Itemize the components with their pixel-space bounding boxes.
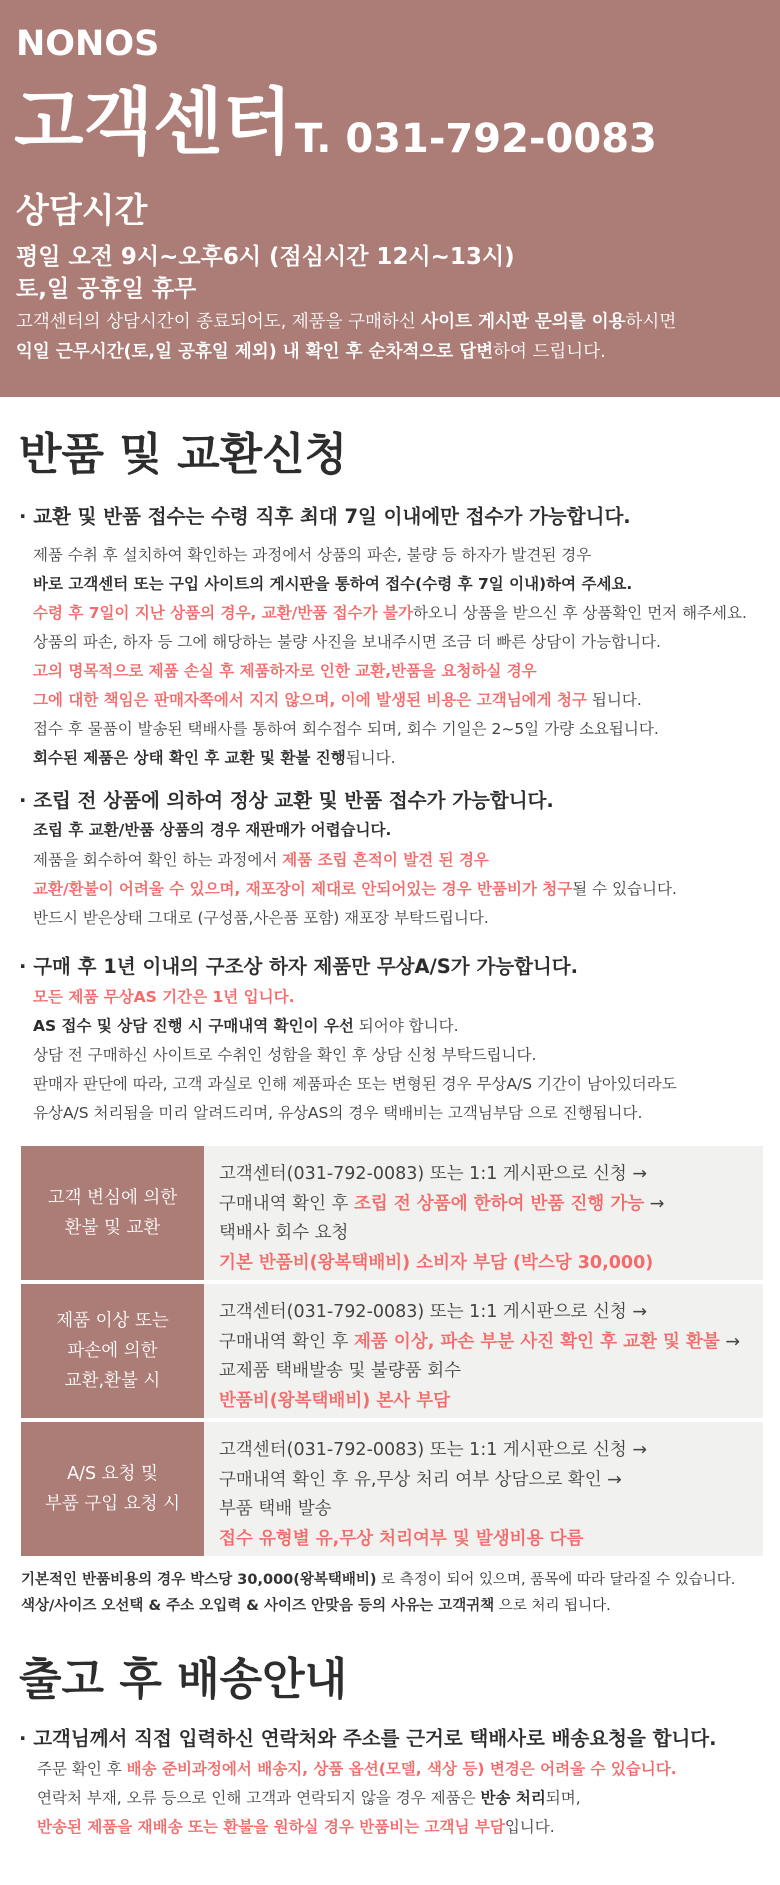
returns-b2-line: 제품을 회수하여 확인 하는 과정에서 제품 조립 흔적이 발견 된 경우 (33, 851, 489, 869)
row-content (219, 1298, 740, 1416)
row-label (21, 1422, 204, 1556)
returns-b3-line: AS 접수 및 상담 진행 시 구매내역 확인이 우선 되어야 합니다. (33, 1017, 459, 1035)
brand-logo: NONOS (16, 24, 160, 64)
returns-b1-line: 바로 고객센터 또는 구입 사이트의 게시판을 통하여 접수(수령 후 7일 이내)하여 주세요. (33, 575, 633, 593)
row-content-line: 기본 반품비(왕복택배비) 소비자 부담 (박스당 30,000) (219, 1252, 654, 1273)
row-content-line: 반품비(왕복택배비) 본사 부담 (219, 1390, 451, 1411)
row-content (219, 1436, 647, 1554)
row-content-line: 교제품 택배발송 및 불량품 회수 (219, 1361, 462, 1381)
customer-center-header (0, 0, 780, 397)
returns-b1-line: 고의 명목적으로 제품 손실 후 제품하자로 인한 교환,반품을 요청하실 경우 (33, 662, 537, 680)
returns-b2-line: 반드시 받은상태 그대로 (구성품,사은품 포함) 재포장 부탁드립니다. (33, 909, 489, 927)
returns-section-title: 반품 및 교환신청 (19, 429, 348, 480)
row-content-line: 접수 유형별 유,무상 처리여부 및 발생비용 다름 (219, 1528, 584, 1549)
returns-b2-line: 조립 후 교환/반품 상품의 경우 재판매가 어렵습니다. (33, 821, 392, 839)
row-label-line: 교환,환불 시 (64, 1371, 161, 1391)
row-content-line: 부품 택배 발송 (219, 1499, 332, 1519)
table-row (21, 1284, 763, 1418)
row-label (21, 1284, 204, 1418)
row-content-line: 고객센터(031-792-0083) 또는 1:1 게시판으로 신청 → (219, 1164, 648, 1184)
after-hours-note-1: 고객센터의 상담시간이 종료되어도, 제품을 구매하신 사이트 게시판 문의를 이용하시면 (16, 312, 677, 332)
returns-b3-line: 유상A/S 처리됨을 미리 알려드리며, 유상AS의 경우 택배비는 고객님부담 으로 진행됩니다. (33, 1104, 643, 1122)
page-title: 고객센터 (14, 80, 293, 164)
weekday-hours: 평일 오전 9시~오후6시 (점심시간 12시~13시) (16, 244, 515, 270)
returns-b2-line: 교환/환불이 어려울 수 있으며, 재포장이 제대로 안되어있는 경우 반품비가 청구될 수 있습니다. (33, 880, 677, 898)
shipping-line: 반송된 제품을 재배송 또는 환불을 원하실 경우 반품비는 고객님 부담입니다. (37, 1818, 555, 1836)
returns-b1-line: 회수된 제품은 상태 확인 후 교환 및 환불 진행됩니다. (33, 749, 396, 767)
returns-b1-line: 접수 후 물품이 발송된 택배사를 통하여 회수접수 되며, 회수 기일은 2~5일 가량 소요됩니다. (33, 720, 659, 738)
shipping-bullet: · 고객님께서 직접 입력하신 연락처와 주소를 근거로 택배사로 배송요청을 합니다. (19, 1727, 717, 1750)
row-label-line: 파손에 의한 (67, 1341, 158, 1361)
returns-b1-line: 상품의 파손, 하자 등 그에 해당하는 불량 사진을 보내주시면 조금 더 빠른 상담이 가능합니다. (33, 633, 661, 651)
after-hours-note-2: 익일 근무시간(토,일 공휴일 제외) 내 확인 후 순차적으로 답변하여 드립니다. (16, 342, 606, 362)
returns-b1-line: 수령 후 7일이 지난 상품의 경우, 교환/반품 접수가 불가하오니 상품을 받으신 후 상품확인 먼저 해주세요. (33, 604, 747, 622)
table-footnote-2: 색상/사이즈 오선택 & 주소 오입력 & 사이즈 안맞음 등의 사유는 고객귀책 으로 처리 됩니다. (21, 1598, 611, 1614)
shipping-line: 연락처 부재, 오류 등으로 인해 고객과 연락되지 않을 경우 제품은 반송 처리되며, (37, 1789, 581, 1807)
returns-b3-line: 판매자 판단에 따라, 고객 과실로 인해 제품파손 또는 변형된 경우 무상A/S 기간이 남아있더라도 (33, 1075, 677, 1093)
row-content-line: 구매내역 확인 후 유,무상 처리 여부 상담으로 확인 → (219, 1469, 622, 1490)
shipping-section-title: 출고 후 배송안내 (19, 1654, 348, 1705)
returns-b1-line: 그에 대한 책임은 판매자쪽에서 지지 않으며, 이에 발생된 비용은 고객님에게 청구 됩니다. (33, 691, 642, 709)
row-content-line: 고객센터(031-792-0083) 또는 1:1 게시판으로 신청 → (219, 1440, 648, 1460)
row-label-line: 환불 및 교환 (64, 1218, 161, 1238)
row-content-line: 택배사 회수 요청 (219, 1223, 349, 1243)
returns-bullet-3: · 구매 후 1년 이내의 구조상 하자 제품만 무상A/S가 가능합니다. (19, 955, 578, 978)
table-footnote-1: 기본적인 반품비용의 경우 박스당 30,000(왕복택배비) 로 측정이 되어 있으며, 품목에 따라 달라질 수 있습니다. (21, 1572, 736, 1588)
returns-bullet-2: · 조립 전 상품에 의하여 정상 교환 및 반품 접수가 가능합니다. (19, 789, 554, 812)
returns-b1-line: 제품 수취 후 설치하여 확인하는 과정에서 상품의 파손, 불량 등 하자가 발견된 경우 (33, 546, 592, 564)
table-row (21, 1146, 763, 1280)
returns-b3-line: 모든 제품 무상AS 기간은 1년 입니다. (33, 988, 295, 1006)
phone-number[interactable]: T. 031-792-0083 (295, 116, 657, 162)
returns-b3-line: 상담 전 구매하신 사이트로 수취인 성함을 확인 후 상담 신청 부탁드립니다. (33, 1046, 537, 1064)
row-label-line: A/S 요청 및 (67, 1464, 158, 1484)
row-content (219, 1160, 664, 1278)
shipping-line: 주문 확인 후 배송 준비과정에서 배송지, 상품 옵션(모델, 색상 등) 변경은 어려울 수 있습니다. (37, 1760, 677, 1778)
row-content-line: 구매내역 확인 후 제품 이상, 파손 부분 사진 확인 후 교환 및 환불 → (219, 1331, 741, 1352)
row-label-line: 부품 구입 요청 시 (44, 1494, 181, 1514)
holiday-notice: 토,일 공휴일 휴무 (16, 276, 197, 302)
row-label-line: 제품 이상 또는 (56, 1311, 169, 1331)
table-row (21, 1422, 763, 1556)
hours-title: 상담시간 (16, 191, 148, 231)
row-content-line: 고객센터(031-792-0083) 또는 1:1 게시판으로 신청 → (219, 1302, 648, 1322)
row-label (21, 1146, 204, 1280)
returns-bullet-1: · 교환 및 반품 접수는 수령 직후 최대 7일 이내에만 접수가 가능합니다. (19, 505, 631, 528)
row-label-line: 고객 변심에 의한 (47, 1188, 178, 1208)
row-content-line: 구매내역 확인 후 조립 전 상품에 한하여 반품 진행 가능 → (219, 1193, 665, 1214)
